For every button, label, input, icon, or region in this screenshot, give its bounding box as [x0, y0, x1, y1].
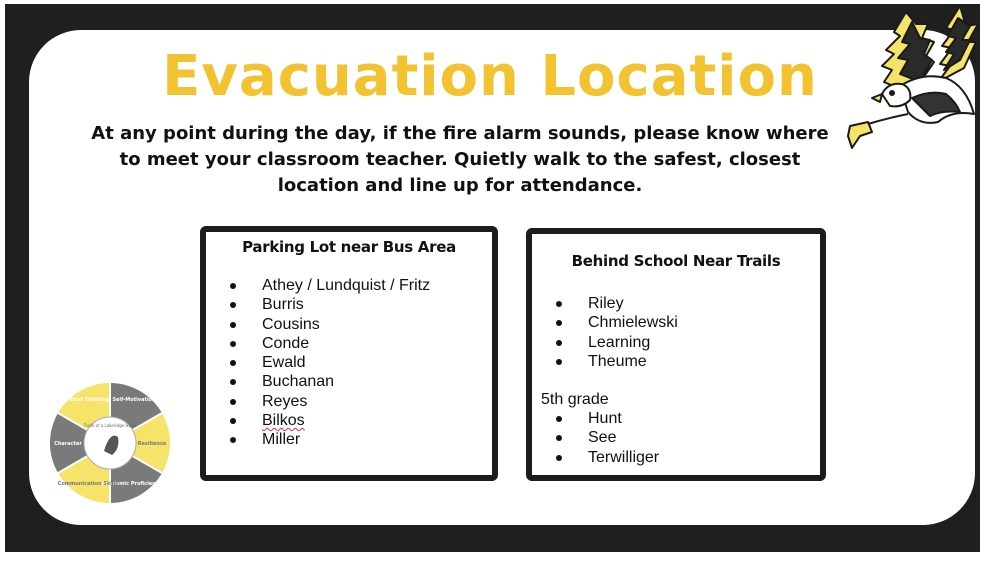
bullet-icon — [230, 360, 236, 366]
list-item: Reyes — [206, 392, 492, 411]
page-title: Evacuation Location — [162, 44, 818, 109]
wheel-center-text: Traits of a Lakeridge Hawk — [83, 423, 137, 428]
list-item: Ewald — [206, 353, 492, 372]
list-item: See — [532, 428, 820, 447]
bullet-icon — [230, 283, 236, 289]
bullet-icon — [556, 320, 562, 326]
traits-wheel-logo — [49, 382, 171, 504]
list-item: Buchanan — [206, 372, 492, 391]
list-item: Theume — [532, 352, 820, 371]
bullet-icon — [556, 301, 562, 307]
bullet-icon — [230, 399, 236, 405]
wheel-segment-label: Character — [54, 441, 82, 447]
parking-lot-box — [200, 226, 498, 481]
bullet-icon — [230, 418, 236, 424]
list-item: Chmielewski — [532, 313, 820, 332]
hawk-mascot-icon — [842, 2, 982, 154]
parking-lot-list — [206, 276, 492, 450]
bullet-icon — [556, 359, 562, 365]
bullet-icon — [556, 455, 562, 461]
bullet-icon — [230, 379, 236, 385]
parking-lot-title: Parking Lot near Bus Area — [242, 238, 456, 256]
wheel-segment-label: Critical Thinking — [62, 397, 110, 403]
list-item: Learning — [532, 333, 820, 352]
wheel-segment-label: Resilience — [137, 441, 167, 447]
bullet-icon — [556, 340, 562, 346]
bullet-icon — [556, 435, 562, 441]
list-item: Miller — [206, 430, 492, 449]
fifth-grade-list — [532, 409, 820, 467]
wheel-segment-label: Communication Skills — [57, 481, 119, 487]
list-item: Hunt — [532, 409, 820, 428]
list-item: Cousins — [206, 315, 492, 334]
list-item: Conde — [206, 334, 492, 353]
intro-text: At any point during the day, if the fire alarm sounds, please know where to meet your classroom teacher. Quietly walk to the safest, closest location and line up for attendance. — [91, 123, 829, 196]
bullet-icon — [230, 322, 236, 328]
trails-title: Behind School Near Trails — [571, 252, 781, 270]
trails-box — [526, 228, 826, 481]
grade-label: 5th grade — [541, 391, 609, 409]
list-item: Riley — [532, 294, 820, 313]
bullet-icon — [230, 341, 236, 347]
list-item: Bilkos — [206, 411, 492, 430]
bullet-icon — [230, 437, 236, 443]
bullet-icon — [230, 302, 236, 308]
list-item: Athey / Lundquist / Fritz — [206, 276, 492, 295]
list-item: Terwilliger — [532, 448, 820, 467]
wheel-segment-label: Academic Proficiency — [102, 481, 162, 487]
wheel-segment-label: Self-Motivation — [112, 397, 156, 403]
bullet-icon — [556, 416, 562, 422]
list-item: Burris — [206, 295, 492, 314]
trails-list — [532, 294, 820, 371]
